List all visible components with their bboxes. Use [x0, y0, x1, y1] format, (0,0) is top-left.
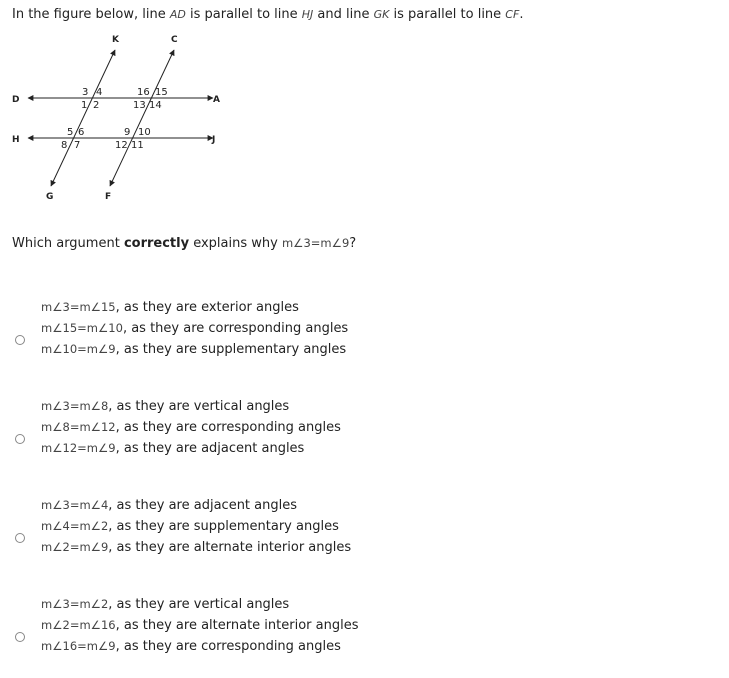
choice-3-line-1-text: , as they are adjacent angles [108, 498, 297, 513]
choice-3-line-2-math: m∠4=m∠2 [41, 519, 109, 533]
choice-2-line-1 [41, 399, 289, 414]
point-d: D [12, 95, 20, 105]
problem-end: . [519, 7, 524, 22]
point-c: C [171, 35, 178, 45]
choice-4-line-3-text: , as they are corresponding angles [115, 639, 341, 654]
choice-2-line-1-math: m∠3=m∠8 [41, 399, 109, 413]
choice-4-line-2-text: , as they are alternate interior angles [115, 618, 359, 633]
choice-1-line-1-text: , as they are exterior angles [115, 300, 299, 315]
angle-7: 7 [74, 140, 81, 151]
choice-3-line-3-math: m∠2=m∠9 [41, 540, 109, 554]
angle-4: 4 [96, 87, 103, 98]
line-ad-label: AD [169, 8, 186, 21]
choice-1-line-3-math: m∠10=m∠9 [41, 342, 116, 356]
choice-2-line-3-math: m∠12=m∠9 [41, 441, 116, 455]
choice-1-line-2-text: , as they are corresponding angles [122, 321, 349, 336]
angle-10: 10 [138, 127, 151, 138]
choice-3-line-2 [41, 519, 339, 534]
angle-1: 1 [81, 100, 88, 111]
radio-button-choice-4[interactable] [15, 632, 25, 642]
transversal-gk [51, 50, 115, 186]
question-bold: correctly [123, 236, 190, 251]
choice-2-line-2-math: m∠8=m∠12 [41, 420, 116, 434]
choice-2-line-2-text: , as they are corresponding angles [115, 420, 341, 435]
radio-button-choice-2[interactable] [15, 434, 25, 444]
problem-mid1: is parallel to line [185, 7, 302, 22]
choice-3-line-2-text: , as they are supplementary angles [108, 519, 339, 534]
transversal-fc [110, 50, 174, 186]
answer-choice-2[interactable] [0, 395, 729, 465]
answer-choice-3[interactable] [0, 494, 729, 564]
point-g: G [46, 192, 54, 202]
choice-1-line-1-math: m∠3=m∠15 [41, 300, 116, 314]
choice-1-line-2 [41, 321, 348, 336]
choice-4-line-3 [41, 639, 341, 654]
choice-1-line-3 [41, 342, 346, 357]
angle-6: 6 [78, 127, 85, 138]
choice-3-line-3-text: , as they are alternate interior angles [108, 540, 352, 555]
choice-4-line-3-math: m∠16=m∠9 [41, 639, 116, 653]
choice-4-line-2 [41, 618, 358, 633]
answer-choice-4[interactable] [0, 593, 729, 663]
parallel-lines-figure [8, 28, 238, 208]
line-gk-label: GK [373, 8, 390, 21]
line-hj-label: HJ [301, 8, 314, 21]
question-mid: explains why [189, 236, 282, 251]
choice-3-line-3 [41, 540, 351, 555]
choice-4-line-1 [41, 597, 289, 612]
choice-1-line-1 [41, 300, 299, 315]
angle-9: 9 [124, 127, 131, 138]
point-a: A [213, 95, 220, 105]
angle-11: 11 [131, 140, 144, 151]
point-h: H [12, 135, 20, 145]
choice-4-line-2-math: m∠2=m∠16 [41, 618, 116, 632]
angle-3: 3 [82, 87, 89, 98]
choice-1-line-2-math: m∠15=m∠10 [41, 321, 123, 335]
radio-button-choice-3[interactable] [15, 533, 25, 543]
radio-button-choice-1[interactable] [15, 335, 25, 345]
choice-4-line-1-math: m∠3=m∠2 [41, 597, 109, 611]
question-prompt [12, 236, 356, 251]
choice-2-line-2 [41, 420, 341, 435]
problem-statement [12, 7, 523, 22]
problem-pre: In the figure below, line [12, 7, 170, 22]
question-math: m∠3=m∠9 [281, 236, 350, 250]
answer-choice-1[interactable] [0, 296, 729, 366]
choice-3-line-1 [41, 498, 297, 513]
line-cf-label: CF [505, 8, 520, 21]
angle-2: 2 [93, 100, 100, 111]
angle-12: 12 [115, 140, 128, 151]
angle-8: 8 [61, 140, 68, 151]
point-f: F [105, 192, 112, 202]
angle-5: 5 [67, 127, 74, 138]
problem-mid3: is parallel to line [389, 7, 506, 22]
angle-16: 16 [137, 87, 150, 98]
question-end: ? [349, 236, 357, 251]
choice-2-line-1-text: , as they are vertical angles [108, 399, 290, 414]
question-pre: Which argument [12, 236, 124, 251]
choice-2-line-3 [41, 441, 304, 456]
point-k: K [112, 35, 119, 45]
point-j: J [212, 135, 216, 145]
angle-13: 13 [133, 100, 146, 111]
choice-3-line-1-math: m∠3=m∠4 [41, 498, 109, 512]
choice-4-line-1-text: , as they are vertical angles [108, 597, 290, 612]
choice-2-line-3-text: , as they are adjacent angles [115, 441, 305, 456]
problem-mid2: and line [313, 7, 374, 22]
angle-14: 14 [149, 100, 162, 111]
choice-1-line-3-text: , as they are supplementary angles [115, 342, 347, 357]
angle-15: 15 [155, 87, 168, 98]
